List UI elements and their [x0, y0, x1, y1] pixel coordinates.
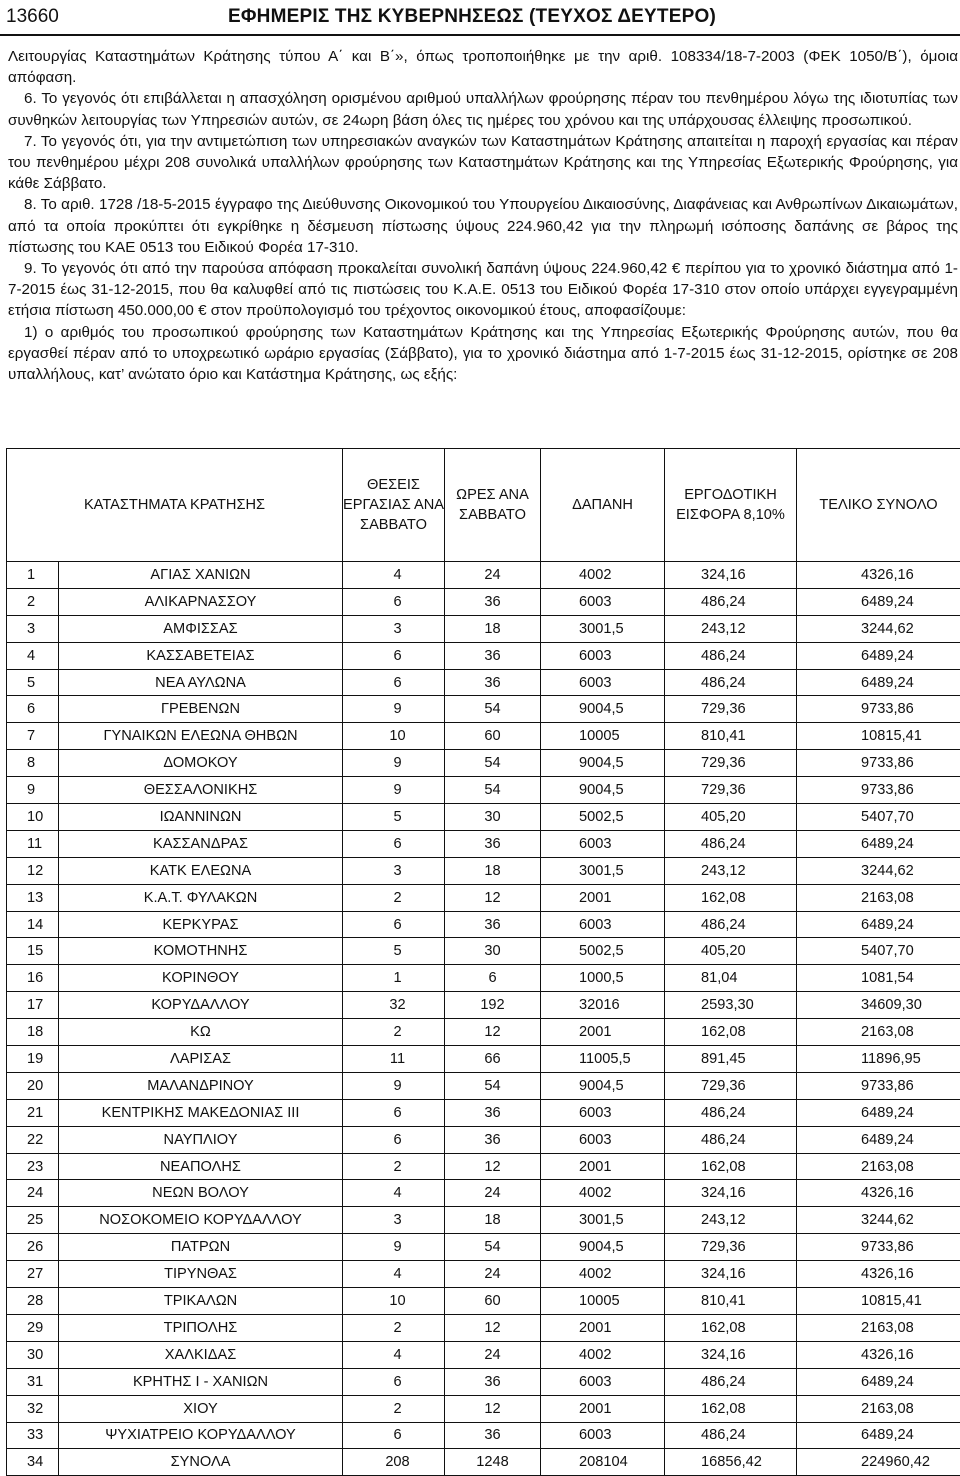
table-body	[7, 562, 960, 1476]
positions-value: 5	[343, 938, 445, 965]
row-number: 10	[7, 804, 59, 831]
contribution-value: 162,08	[665, 884, 797, 911]
contribution-value: 405,20	[665, 804, 797, 831]
hours-value: 36	[445, 588, 541, 615]
contribution-value: 486,24	[665, 1099, 797, 1126]
total-value: 5407,70	[797, 804, 960, 831]
contribution-value: 891,45	[665, 1046, 797, 1073]
total-value: 2163,08	[797, 1153, 960, 1180]
table-row	[7, 1234, 960, 1261]
row-number: 16	[7, 965, 59, 992]
cost-value: 6003	[541, 911, 665, 938]
row-number: 23	[7, 1153, 59, 1180]
hours-value: 36	[445, 1368, 541, 1395]
hours-value: 24	[445, 1261, 541, 1288]
positions-value: 4	[343, 562, 445, 589]
total-value: 4326,16	[797, 1261, 960, 1288]
table-row	[7, 1395, 960, 1422]
store-name: ΚΑΣΣΑΝΔΡΑΣ	[59, 830, 343, 857]
row-number: 9	[7, 777, 59, 804]
contribution-value: 324,16	[665, 1341, 797, 1368]
hours-value: 24	[445, 1341, 541, 1368]
row-number: 7	[7, 723, 59, 750]
hours-value: 60	[445, 1288, 541, 1315]
positions-value: 4	[343, 1180, 445, 1207]
positions-value: 6	[343, 642, 445, 669]
contribution-value: 486,24	[665, 1368, 797, 1395]
table-row	[7, 777, 960, 804]
positions-value: 6	[343, 830, 445, 857]
positions-value: 11	[343, 1046, 445, 1073]
positions-value: 6	[343, 1099, 445, 1126]
table-row	[7, 804, 960, 831]
contribution-value: 16856,42	[665, 1449, 797, 1476]
row-number: 13	[7, 884, 59, 911]
total-value: 3244,62	[797, 1207, 960, 1234]
cost-value: 6003	[541, 1126, 665, 1153]
positions-value: 9	[343, 777, 445, 804]
hours-value: 54	[445, 1234, 541, 1261]
cost-value: 6003	[541, 1422, 665, 1449]
positions-value: 9	[343, 1234, 445, 1261]
contribution-value: 162,08	[665, 1395, 797, 1422]
total-value: 10815,41	[797, 723, 960, 750]
page-header	[0, 0, 960, 34]
positions-value: 10	[343, 723, 445, 750]
total-value: 9733,86	[797, 750, 960, 777]
contribution-value: 486,24	[665, 642, 797, 669]
cost-value: 1000,5	[541, 965, 665, 992]
total-value: 5407,70	[797, 938, 960, 965]
row-number: 26	[7, 1234, 59, 1261]
store-name: ΚΟΡΙΝΘΟΥ	[59, 965, 343, 992]
row-number: 8	[7, 750, 59, 777]
positions-value: 3	[343, 1207, 445, 1234]
table-row	[7, 884, 960, 911]
store-name: ΛΑΡΙΣΑΣ	[59, 1046, 343, 1073]
positions-value: 9	[343, 1072, 445, 1099]
contribution-value: 486,24	[665, 1422, 797, 1449]
contribution-value: 810,41	[665, 1288, 797, 1315]
positions-value: 2	[343, 884, 445, 911]
store-name: ΝΕΑ ΑΥΛΩΝΑ	[59, 669, 343, 696]
row-number: 29	[7, 1314, 59, 1341]
cost-value: 2001	[541, 1314, 665, 1341]
table-row	[7, 615, 960, 642]
store-name: ΨΥΧΙΑΤΡΕΙΟ ΚΟΡΥΔΑΛΛΟΥ	[59, 1422, 343, 1449]
cost-value: 9004,5	[541, 750, 665, 777]
cost-value: 4002	[541, 1261, 665, 1288]
row-number: 2	[7, 588, 59, 615]
row-number: 18	[7, 1019, 59, 1046]
row-number: 32	[7, 1395, 59, 1422]
cost-value: 3001,5	[541, 1207, 665, 1234]
total-value: 4326,16	[797, 1180, 960, 1207]
store-name: ΚΩ	[59, 1019, 343, 1046]
hours-value: 12	[445, 1314, 541, 1341]
table-row	[7, 1422, 960, 1449]
table-row	[7, 1046, 960, 1073]
row-number: 11	[7, 830, 59, 857]
row-number: 14	[7, 911, 59, 938]
cost-value: 3001,5	[541, 615, 665, 642]
header-divider	[0, 34, 960, 36]
positions-value: 4	[343, 1261, 445, 1288]
store-name: ΚΟΜΟΤΗΝΗΣ	[59, 938, 343, 965]
header-contribution: ΕΡΓΟΔΟΤΙΚΗ ΕΙΣΦΟΡΑ 8,10%	[665, 449, 797, 562]
table-row	[7, 1207, 960, 1234]
table-row	[7, 562, 960, 589]
total-value: 4326,16	[797, 562, 960, 589]
positions-value: 2	[343, 1153, 445, 1180]
table-header-row	[7, 449, 960, 562]
row-number: 15	[7, 938, 59, 965]
total-value: 9733,86	[797, 696, 960, 723]
row-number: 25	[7, 1207, 59, 1234]
hours-value: 12	[445, 1019, 541, 1046]
cost-value: 6003	[541, 669, 665, 696]
contribution-value: 486,24	[665, 588, 797, 615]
table-row	[7, 1153, 960, 1180]
positions-value: 9	[343, 696, 445, 723]
total-value: 6489,24	[797, 911, 960, 938]
total-value: 3244,62	[797, 857, 960, 884]
table-row	[7, 723, 960, 750]
total-value: 6489,24	[797, 1422, 960, 1449]
cost-value: 2001	[541, 1019, 665, 1046]
table-row	[7, 857, 960, 884]
contribution-value: 486,24	[665, 669, 797, 696]
cost-value: 4002	[541, 1180, 665, 1207]
header-total: ΤΕΛΙΚΟ ΣΥΝΟΛΟ	[797, 449, 960, 562]
body-text	[8, 46, 958, 385]
hours-value: 12	[445, 884, 541, 911]
store-name: ΤΡΙΠΟΛΗΣ	[59, 1314, 343, 1341]
row-number: 22	[7, 1126, 59, 1153]
store-name: ΑΛΙΚΑΡΝΑΣΣΟΥ	[59, 588, 343, 615]
positions-value: 6	[343, 911, 445, 938]
gazette-title: ΕΦΗΜΕΡΙΣ ΤΗΣ ΚΥΒΕΡΝΗΣΕΩΣ (ΤΕΥΧΟΣ ΔΕΥΤΕΡΟ)	[228, 0, 716, 34]
hours-value: 36	[445, 1126, 541, 1153]
store-name: Κ.Α.Τ. ΦΥΛΑΚΩΝ	[59, 884, 343, 911]
store-name: ΚΑΤΚ ΕΛΕΩΝΑ	[59, 857, 343, 884]
store-name: ΝΟΣΟΚΟΜΕΙΟ ΚΟΡΥΔΑΛΛΟΥ	[59, 1207, 343, 1234]
cost-value: 2001	[541, 884, 665, 911]
contribution-value: 324,16	[665, 1261, 797, 1288]
paragraph-7: 7. Το γεγονός ότι, για την αντιμετώπιση των υπηρεσιακών αναγκών των Καταστημάτων Κράτησης απαιτείται η παροχή εργασίας και πέραν του πενθημέρου μέχρι 208 συνολικά υπαλλήλων φρούρησης των Καταστημάτων Κράτησης και της Υπηρεσίας Εξωτερικής Φρούρησης, για κάθε Σάββατο.	[8, 131, 958, 195]
header-cost: ΔΑΠΑΝΗ	[541, 449, 665, 562]
table-row	[7, 938, 960, 965]
hours-value: 6	[445, 965, 541, 992]
contribution-value: 162,08	[665, 1153, 797, 1180]
positions-value: 2	[343, 1314, 445, 1341]
store-name: ΠΑΤΡΩΝ	[59, 1234, 343, 1261]
cost-value: 6003	[541, 1368, 665, 1395]
positions-value: 2	[343, 1019, 445, 1046]
store-name: ΚΡΗΤΗΣ Ι - ΧΑΝΙΩΝ	[59, 1368, 343, 1395]
cost-value: 11005,5	[541, 1046, 665, 1073]
hours-value: 36	[445, 669, 541, 696]
contribution-value: 324,16	[665, 1180, 797, 1207]
positions-value: 9	[343, 750, 445, 777]
hours-value: 36	[445, 830, 541, 857]
hours-value: 36	[445, 1099, 541, 1126]
table-row	[7, 588, 960, 615]
hours-value: 18	[445, 615, 541, 642]
contribution-value: 729,36	[665, 1072, 797, 1099]
table-row	[7, 750, 960, 777]
row-number: 1	[7, 562, 59, 589]
cost-value: 9004,5	[541, 696, 665, 723]
row-number: 33	[7, 1422, 59, 1449]
store-name: ΚΕΝΤΡΙΚΗΣ ΜΑΚΕΔΟΝΙΑΣ ΙΙΙ	[59, 1099, 343, 1126]
hours-value: 24	[445, 1180, 541, 1207]
total-value: 10815,41	[797, 1288, 960, 1315]
contribution-value: 729,36	[665, 750, 797, 777]
total-value: 224960,42	[797, 1449, 960, 1476]
table-row	[7, 830, 960, 857]
contribution-value: 243,12	[665, 1207, 797, 1234]
hours-value: 36	[445, 911, 541, 938]
prison-staffing-table	[6, 448, 960, 1476]
row-number: 17	[7, 992, 59, 1019]
positions-value: 4	[343, 1341, 445, 1368]
page-number: 13660	[6, 0, 59, 34]
hours-value: 12	[445, 1395, 541, 1422]
paragraph-6: 6. Το γεγονός ότι επιβάλλεται η απασχόληση ορισμένου αριθμού υπαλλήλων φρούρησης πέραν του πενθημέρου λόγω της ιδιοτυπίας των συνθηκών λειτουργίας των Υπηρεσιών αυτών, σε 24ωρη βάση όλες τις ημέρες του χρόνου και της υπάρχουσας έλλειψης προσωπικού.	[8, 88, 958, 130]
header-positions: ΘΕΣΕΙΣ ΕΡΓΑΣΙΑΣ ΑΝΑ ΣΑΒΒΑΤΟ	[343, 449, 445, 562]
contribution-value: 405,20	[665, 938, 797, 965]
total-value: 9733,86	[797, 1072, 960, 1099]
total-value: 9733,86	[797, 777, 960, 804]
cost-value: 2001	[541, 1153, 665, 1180]
header-hours: ΩΡΕΣ ΑΝΑ ΣΑΒΒΑΤΟ	[445, 449, 541, 562]
row-number: 27	[7, 1261, 59, 1288]
cost-value: 208104	[541, 1449, 665, 1476]
row-number: 24	[7, 1180, 59, 1207]
hours-value: 18	[445, 857, 541, 884]
contribution-value: 729,36	[665, 1234, 797, 1261]
hours-value: 30	[445, 804, 541, 831]
contribution-value: 2593,30	[665, 992, 797, 1019]
table-row	[7, 965, 960, 992]
contribution-value: 729,36	[665, 777, 797, 804]
cost-value: 10005	[541, 1288, 665, 1315]
table-row	[7, 1288, 960, 1315]
store-name: ΚΟΡΥΔΑΛΛΟΥ	[59, 992, 343, 1019]
total-value: 11896,95	[797, 1046, 960, 1073]
total-value: 6489,24	[797, 642, 960, 669]
store-name: ΚΕΡΚΥΡΑΣ	[59, 911, 343, 938]
positions-value: 32	[343, 992, 445, 1019]
cost-value: 3001,5	[541, 857, 665, 884]
cost-value: 9004,5	[541, 777, 665, 804]
positions-value: 6	[343, 1422, 445, 1449]
hours-value: 18	[445, 1207, 541, 1234]
positions-value: 6	[343, 669, 445, 696]
cost-value: 6003	[541, 642, 665, 669]
total-value: 6489,24	[797, 588, 960, 615]
contribution-value: 810,41	[665, 723, 797, 750]
hours-value: 54	[445, 696, 541, 723]
hours-value: 54	[445, 750, 541, 777]
row-number: 30	[7, 1341, 59, 1368]
hours-value: 12	[445, 1153, 541, 1180]
hours-value: 54	[445, 1072, 541, 1099]
store-name: ΤΙΡΥΝΘΑΣ	[59, 1261, 343, 1288]
cost-value: 9004,5	[541, 1234, 665, 1261]
cost-value: 6003	[541, 588, 665, 615]
total-value: 6489,24	[797, 830, 960, 857]
positions-value: 6	[343, 1126, 445, 1153]
table-row	[7, 1261, 960, 1288]
store-name: ΙΩΑΝΝΙΝΩΝ	[59, 804, 343, 831]
total-value: 6489,24	[797, 1368, 960, 1395]
positions-value: 10	[343, 1288, 445, 1315]
intro-paragraph: Λειτουργίας Καταστημάτων Κράτησης τύπου Α΄ και Β΄», όπως τροποποιήθηκε με την αριθ. 108334/18-7-2003 (ΦΕΚ 1050/Β΄), όμοια απόφαση.	[8, 46, 958, 88]
contribution-value: 486,24	[665, 830, 797, 857]
total-value: 6489,24	[797, 1099, 960, 1126]
table-row	[7, 1072, 960, 1099]
total-value: 2163,08	[797, 1314, 960, 1341]
row-number: 12	[7, 857, 59, 884]
total-value: 6489,24	[797, 669, 960, 696]
contribution-value: 81,04	[665, 965, 797, 992]
total-value: 3244,62	[797, 615, 960, 642]
contribution-value: 162,08	[665, 1314, 797, 1341]
store-name: ΔΟΜΟΚΟΥ	[59, 750, 343, 777]
store-name: ΓΥΝΑΙΚΩΝ ΕΛΕΩΝΑ ΘΗΒΩΝ	[59, 723, 343, 750]
hours-value: 36	[445, 1422, 541, 1449]
contribution-value: 486,24	[665, 911, 797, 938]
cost-value: 10005	[541, 723, 665, 750]
store-name: ΚΑΣΣΑΒΕΤΕΙΑΣ	[59, 642, 343, 669]
table-row	[7, 1099, 960, 1126]
row-number: 19	[7, 1046, 59, 1073]
contribution-value: 729,36	[665, 696, 797, 723]
positions-value: 5	[343, 804, 445, 831]
row-number: 28	[7, 1288, 59, 1315]
row-number: 21	[7, 1099, 59, 1126]
positions-value: 6	[343, 1368, 445, 1395]
store-name: ΝΕΩΝ ΒΟΛΟΥ	[59, 1180, 343, 1207]
total-value: 34609,30	[797, 992, 960, 1019]
store-name: ΜΑΛΑΝΔΡΙΝΟΥ	[59, 1072, 343, 1099]
row-number: 4	[7, 642, 59, 669]
total-value: 2163,08	[797, 1019, 960, 1046]
store-name: ΝΑΥΠΛΙΟΥ	[59, 1126, 343, 1153]
paragraph-9: 9. Το γεγονός ότι από την παρούσα απόφαση προκαλείται συνολική δαπάνη ύψους 224.960,42 € περίπου για το χρονικό διάστημα από 1-7-2015 έως 31-12-2015, που θα καλυφθεί από τις πιστώσεις του Κ.Α.Ε. 0513 του Ειδικού Φορέα 17-310 στον οποίο υπάρχει εγγεγραμμένη ετήσια πίστωση 450.000,00 € στον προϋπολογισμό του τρέχοντος οικονομικού έτους, αποφασίζουμε:	[8, 258, 958, 322]
cost-value: 5002,5	[541, 938, 665, 965]
contribution-value: 243,12	[665, 615, 797, 642]
hours-value: 24	[445, 562, 541, 589]
row-number: 3	[7, 615, 59, 642]
store-name: ΧΑΛΚΙΔΑΣ	[59, 1341, 343, 1368]
row-number: 31	[7, 1368, 59, 1395]
contribution-value: 162,08	[665, 1019, 797, 1046]
positions-value: 1	[343, 965, 445, 992]
table-row	[7, 1368, 960, 1395]
store-name: ΤΡΙΚΑΛΩΝ	[59, 1288, 343, 1315]
hours-value: 30	[445, 938, 541, 965]
hours-value: 66	[445, 1046, 541, 1073]
positions-value: 3	[343, 857, 445, 884]
total-value: 2163,08	[797, 884, 960, 911]
total-value: 1081,54	[797, 965, 960, 992]
table-row	[7, 1314, 960, 1341]
cost-value: 6003	[541, 1099, 665, 1126]
positions-value: 208	[343, 1449, 445, 1476]
table-row	[7, 1019, 960, 1046]
contribution-value: 324,16	[665, 562, 797, 589]
positions-value: 6	[343, 588, 445, 615]
table-row	[7, 992, 960, 1019]
table-row	[7, 911, 960, 938]
hours-value: 60	[445, 723, 541, 750]
row-number: 34	[7, 1449, 59, 1476]
row-number: 20	[7, 1072, 59, 1099]
cost-value: 9004,5	[541, 1072, 665, 1099]
cost-value: 32016	[541, 992, 665, 1019]
store-name: ΧΙΟΥ	[59, 1395, 343, 1422]
cost-value: 2001	[541, 1395, 665, 1422]
paragraph-8: 8. Το αριθ. 1728 /18-5-2015 έγγραφο της Διεύθυνσης Οικονομικού του Υπουργείου Δικαιοσύνης, Διαφάνειας και Ανθρωπίνων Δικαιωμάτων, από τα οποία προκύπτει ότι εγκρίθηκε η δέσμευση πίστωσης ύψους 224.960,42 για την πληρωμή ισόποσης δαπάνης σε βάρος της πίστωσης του ΚΑΕ 0513 του Ειδικού Φορέα 17-310.	[8, 194, 958, 258]
total-value: 4326,16	[797, 1341, 960, 1368]
hours-value: 36	[445, 642, 541, 669]
hours-value: 54	[445, 777, 541, 804]
table-row	[7, 1341, 960, 1368]
row-number: 5	[7, 669, 59, 696]
cost-value: 4002	[541, 1341, 665, 1368]
positions-value: 2	[343, 1395, 445, 1422]
contribution-value: 486,24	[665, 1126, 797, 1153]
cost-value: 5002,5	[541, 804, 665, 831]
store-name: ΓΡΕΒΕΝΩΝ	[59, 696, 343, 723]
total-value: 6489,24	[797, 1126, 960, 1153]
table-row	[7, 642, 960, 669]
hours-value: 1248	[445, 1449, 541, 1476]
cost-value: 6003	[541, 830, 665, 857]
table-row	[7, 696, 960, 723]
total-value: 2163,08	[797, 1395, 960, 1422]
cost-value: 4002	[541, 562, 665, 589]
store-name: ΑΓΙΑΣ ΧΑΝΙΩΝ	[59, 562, 343, 589]
row-number: 6	[7, 696, 59, 723]
table-row	[7, 1449, 960, 1476]
table-row	[7, 1180, 960, 1207]
store-name: ΝΕΑΠΟΛΗΣ	[59, 1153, 343, 1180]
decision-paragraph: 1) ο αριθμός του προσωπικού φρούρησης των Καταστημάτων Κράτησης και της Υπηρεσίας Εξωτερικής Φρούρησης αυτών, που θα εργασθεί πέραν από το υποχρεωτικό ωράριο εργασίας (Σάββατο), για το χρονικό διάστημα από 1-7-2015 έως 31-12-2015, ορίστηκε σε 208 υπαλλήλους, κατ’ ανώτατο όριο και Κατάστημα Κράτησης, ως εξής:	[8, 322, 958, 386]
hours-value: 192	[445, 992, 541, 1019]
store-name: ΑΜΦΙΣΣΑΣ	[59, 615, 343, 642]
contribution-value: 243,12	[665, 857, 797, 884]
header-store: ΚΑΤΑΣΤΗΜΑΤΑ ΚΡΑΤΗΣΗΣ	[7, 449, 343, 562]
store-name: ΘΕΣΣΑΛΟΝΙΚΗΣ	[59, 777, 343, 804]
positions-value: 3	[343, 615, 445, 642]
store-name: ΣΥΝΟΛΑ	[59, 1449, 343, 1476]
table-row	[7, 669, 960, 696]
total-value: 9733,86	[797, 1234, 960, 1261]
table-row	[7, 1126, 960, 1153]
